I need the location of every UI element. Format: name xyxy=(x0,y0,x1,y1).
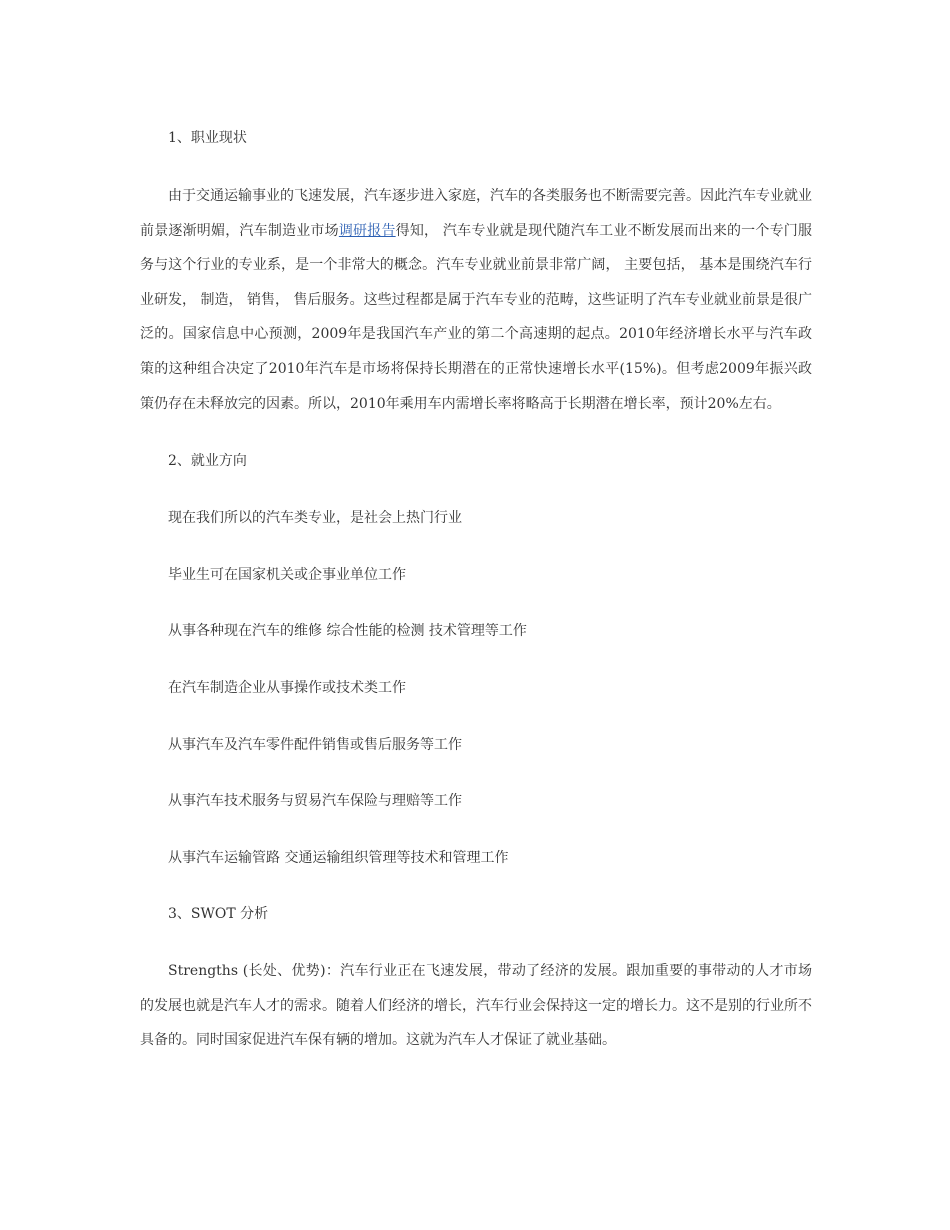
employment-direction-item: 从事汽车技术服务与贸易汽车保险与理赔等工作 xyxy=(168,793,462,809)
swot-strengths-text: Strengths (长处、优势)：汽车行业正在飞速发展，带动了经济的发展。跟加重要的事带动的人才市场的发展也就是汽车人才的需求。随着人们经济的增长，汽车行业会保持这一定的增长力。这不是别的行业所不具备的。同时国家促进汽车保有辆的增加。这就为汽车人才保证了就业基础。 xyxy=(140,963,812,1049)
section-2-heading: 2、就业方向 xyxy=(168,453,247,469)
section-3-paragraph xyxy=(140,954,812,1058)
employment-direction-item: 从事各种现在汽车的维修 综合性能的检测 技术管理等工作 xyxy=(168,623,527,639)
section-3-heading: 3、SWOT 分析 xyxy=(168,906,269,922)
employment-direction-item: 毕业生可在国家机关或企事业单位工作 xyxy=(168,567,406,583)
employment-direction-item: 在汽车制造企业从事操作或技术类工作 xyxy=(168,680,406,696)
section-1-paragraph xyxy=(140,179,812,421)
employment-direction-item: 从事汽车及汽车零件配件销售或售后服务等工作 xyxy=(168,737,462,753)
employment-direction-item: 现在我们所以的汽车类专业，是社会上热门行业 xyxy=(168,510,462,526)
section-1-heading: 1、职业现状 xyxy=(168,130,247,146)
employment-direction-item: 从事汽车运输管路 交通运输组织管理等技术和管理工作 xyxy=(168,850,509,866)
paragraph-text-before-link: 由于交通运输事业的飞速发展，汽车逐步进入家庭，汽车的各类服务也不断需要完善。因此汽车专业就业前景逐渐明媚，汽车制造业市场 xyxy=(140,188,812,239)
paragraph-text-after-link: 得知， 汽车专业就是现代随汽车工业不断发展而出来的一个专门服务与这个行业的专业系，是一个非常大的概念。汽车专业就业前景非常广阔， 主要包括， 基本是围绕汽车行业研发， 制造， 销售， 售后服务。这些过程都是属于汽车专业的范畴，这些证明了汽车专业就业前景是很广泛的。国家信息中心预测，2009年是我国汽车产业的第二个高速期的起点。2010年经济增长水平与汽车政策的这种组合决定了2010年汽车是市场将保持长期潜在的正常快速增长水平(15%)。但考虑2009年振兴政策仍存在未释放完的因素。所以，2010年乘用车内需增长率将略高于长期潜在增长率，预计20%左右。 xyxy=(140,222,812,412)
research-report-link[interactable]: 调研报告 xyxy=(338,222,396,239)
